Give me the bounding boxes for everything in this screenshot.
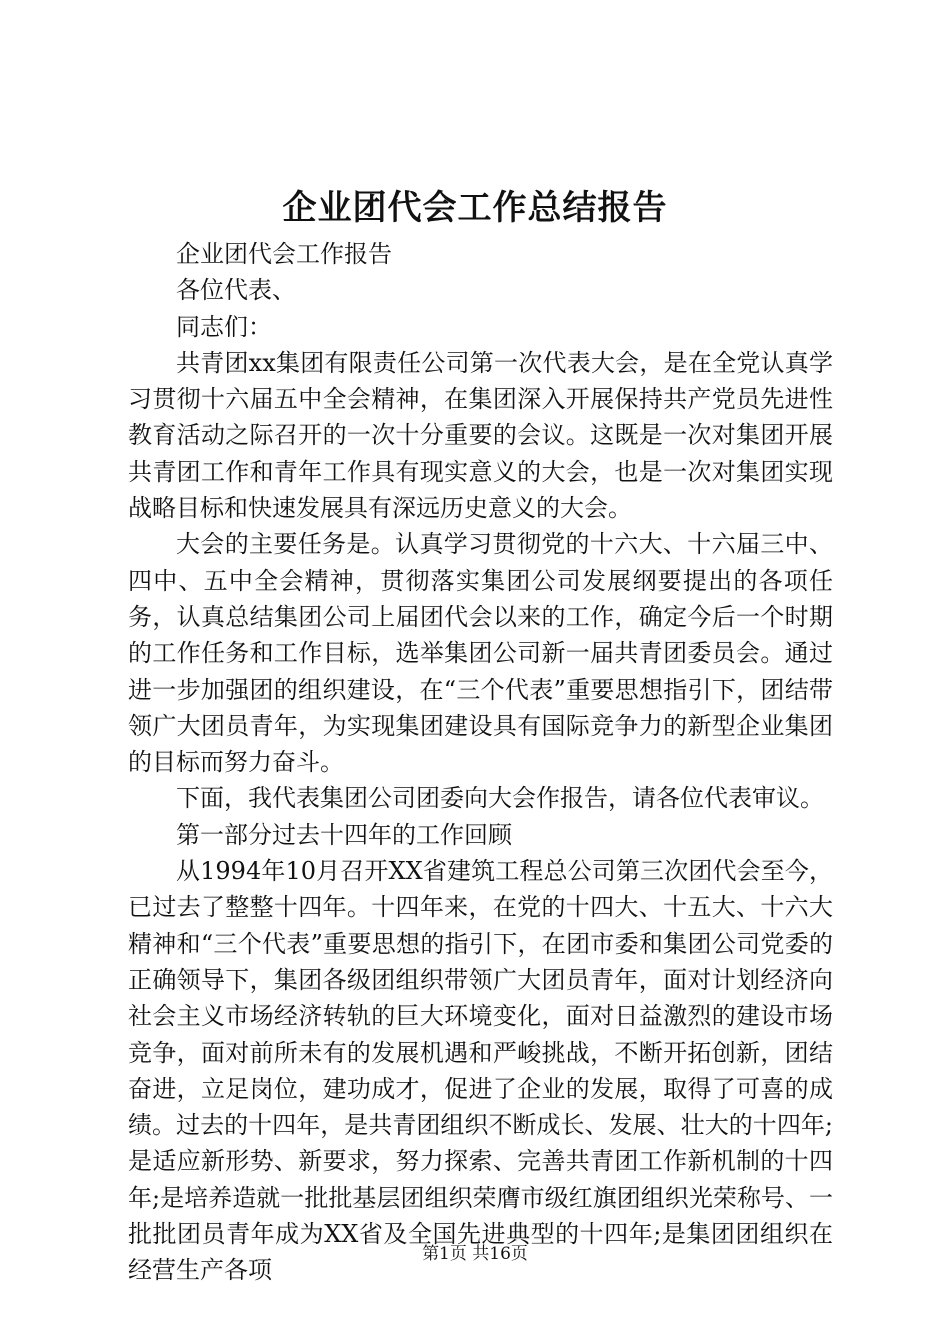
section-heading: 第一部分过去十四年的工作回顾 (176, 820, 512, 849)
paragraph-salutation-1: 各位代表、 (176, 276, 296, 305)
document-title: 企业团代会工作总结报告 (282, 188, 668, 228)
paragraph-intro: 共青团xx集团有限责任公司第一次代表大会，是在全党认真学习贯彻十六届五中全会精神，在集团深入开展保持共产党员先进性教育活动之际召开的一次十分重要的会议。这既是一次对集团开展共青团工作和青年工作具有现实意义的大会，也是一次对集团实现战略目标和快速发展具有深远历史意义的大会。 (128, 348, 833, 523)
page-number: 第1页 共16页 (422, 1244, 528, 1264)
paragraph-main-tasks: 大会的主要任务是。认真学习贯彻党的十六大、十六届三中、四中、五中全会精神，贯彻落实集团公司发展纲要提出的各项任务，认真总结集团公司上届团代会以来的工作，确定今后一个时期的工作任务和工作目标，选举集团公司新一届共青团委员会。通过进一步加强团的组织建设，在“三个代表”重要思想指引下，团结带领广大团员青年，为实现集团建设具有国际竞争力的新型企业集团的目标而努力奋斗。 (128, 530, 833, 777)
paragraph-report-intro: 下面，我代表集团公司团委向大会作报告，请各位代表审议。 (176, 784, 824, 813)
paragraph-heading: 企业团代会工作报告 (176, 240, 392, 268)
document-body (128, 236, 833, 1289)
paragraph-review: 从1994年10月召开XX省建筑工程总公司第三次团代会至今，已过去了整整十四年。十四年来，在党的十四大、十五大、十六大精神和“三个代表”重要思想的指引下，在团市委和集团公司党委的正确领导下，集团各级团组织带领广大团员青年，面对计划经济向社会主义市场经济转轨的巨大环境变化，面对日益激烈的建设市场竞争，面对前所未有的发展机遇和严峻挑战，不断开拓创新，团结奋进，立足岗位，建功成才，促进了企业的发展，取得了可喜的成绩。过去的十四年，是共青团组织不断成长、发展、壮大的十四年;是适应新形势、新要求，努力探索、完善共青团工作新机制的十四年;是培养造就一批批基层团组织荣膺市级红旗团组织光荣称号、一批批团员青年成为XX省及全国先进典型的十四年;是集团团组织在经营生产各项 (128, 857, 833, 1285)
paragraph-salutation-2: 同志们： (176, 312, 272, 341)
